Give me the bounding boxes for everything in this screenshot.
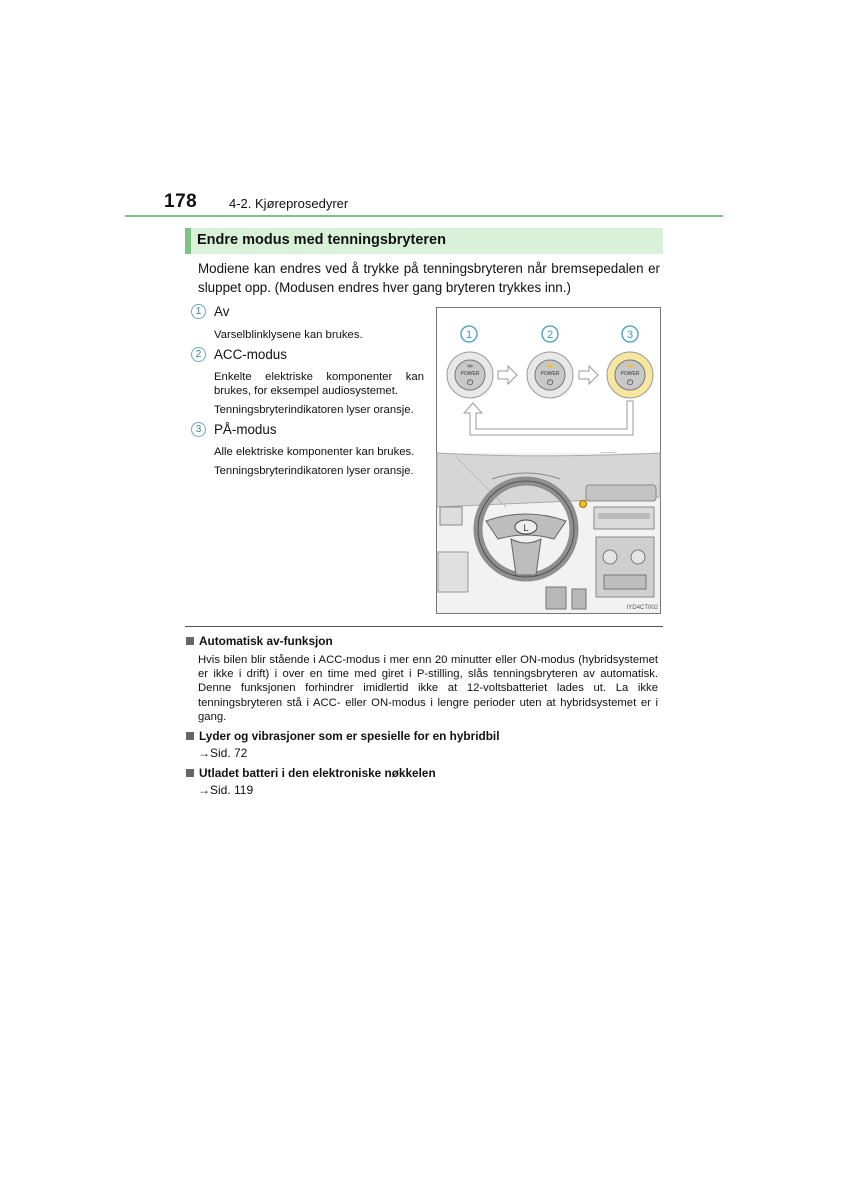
- svg-text:POWER: POWER: [540, 371, 560, 377]
- bullet-square-icon: [186, 769, 194, 777]
- dashboard-scene: [437, 453, 660, 613]
- svg-text:POWER: POWER: [620, 371, 640, 377]
- mode-label-3: PÅ-modus: [214, 422, 277, 437]
- mode-number-1: 1: [191, 304, 206, 319]
- note-heading-key-battery: Utladet batteri i den elektroniske nøkkelen: [186, 766, 436, 780]
- svg-text:POWER: POWER: [460, 371, 480, 377]
- svg-text:1: 1: [465, 329, 473, 341]
- power-button-off: [447, 352, 493, 398]
- mode-number-3: 3: [191, 422, 206, 437]
- section-heading-bar: [185, 228, 663, 254]
- svg-text:2: 2: [546, 329, 554, 341]
- note-body-auto-off: Hvis bilen blir stående i ACC-modus i mer enn 20 minutter eller ON-modus (hybridsystemet er ikke i drift) i over en time med giret i P-stilling, slås tenningsbryteren av automatisk. Denne funksjonen forhindrer imidlertid ikke at 12-voltsbatteriet lades ut. La ikke tenningsbryteren stå i ACC- eller ON-modus i lengre perioder uten at hybridsystemet er i gang.: [198, 654, 658, 723]
- step-number-3: [622, 326, 638, 342]
- bullet-square-icon: [186, 637, 194, 645]
- note-heading-auto-off: Automatisk av-funksjon: [186, 634, 333, 648]
- svg-text:⏻: ⏻: [626, 378, 634, 387]
- mode-number-2: 2: [191, 347, 206, 362]
- mode-1-desc: Varselblinklysene kan brukes.: [214, 329, 363, 341]
- mode-label-2: ACC-modus: [214, 347, 287, 362]
- mode-3-desc-2: Tenningsbryterindikatoren lyser oransje.: [214, 465, 414, 477]
- svg-text:3: 3: [626, 329, 634, 341]
- page-reference-link[interactable]: →Sid. 119: [198, 783, 254, 797]
- svg-text:⏻: ⏻: [466, 378, 474, 387]
- mode-label-1: Av: [214, 304, 230, 319]
- power-button-on: [607, 352, 653, 398]
- page-reference-link[interactable]: →Sid. 72: [198, 746, 248, 760]
- chapter-title: 4-2. Kjøreprosedyrer: [229, 196, 349, 211]
- power-button-acc: [527, 352, 573, 398]
- section-title: Endre modus med tenningsbryteren: [197, 232, 446, 248]
- svg-text:L: L: [523, 523, 529, 533]
- header-rule: [125, 215, 723, 217]
- section-divider: [185, 626, 663, 627]
- mode-3-desc-1: Alle elektriske komponenter kan brukes.: [214, 446, 415, 458]
- mode-2-desc-2: Tenningsbryterindikatoren lyser oransje.: [214, 404, 414, 416]
- svg-text:IYD4CT002: IYD4CT002: [626, 605, 658, 611]
- step-number-1: [461, 326, 477, 342]
- note-heading-sounds: Lyder og vibrasjoner som er spesielle for en hybridbil: [186, 729, 499, 743]
- intro-paragraph: Modiene kan endres ved å trykke på tenningsbryteren når bremsepedalen er sluppet opp. (Modusen endres hver gang bryteren trykkes inn.): [198, 261, 660, 295]
- ignition-illustration: [436, 307, 661, 614]
- section-accent: [185, 228, 191, 254]
- step-number-2: [542, 326, 558, 342]
- bullet-square-icon: [186, 732, 194, 740]
- svg-text:⏻: ⏻: [546, 378, 554, 387]
- mode-2-desc-1: Enkelte elektriske komponenter kan brukes, for eksempel audiosystemet.: [214, 371, 424, 397]
- page-number: 178: [164, 191, 198, 212]
